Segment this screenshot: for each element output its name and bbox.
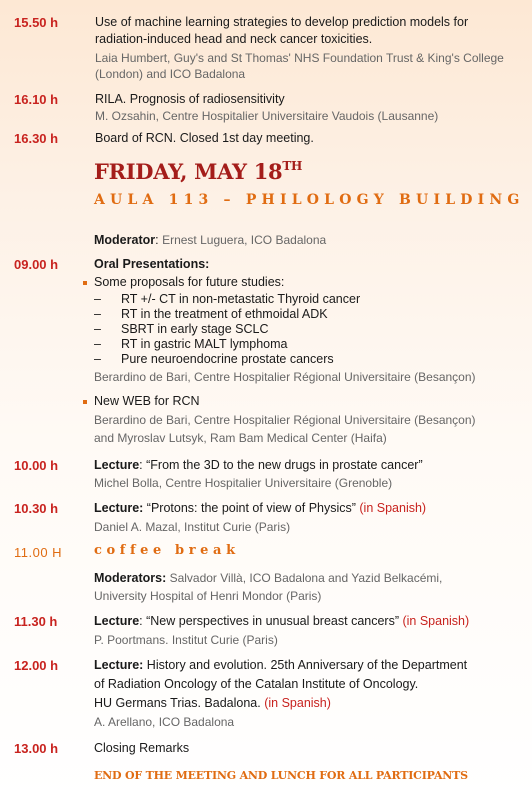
speaker-cont: (London) and ICO Badalona [95, 67, 246, 81]
venue-heading: AULA 113 – PHILOLOGY BUILDING [94, 192, 525, 208]
bullet-item: New WEB for RCN [94, 394, 200, 408]
bullet-icon [83, 400, 87, 404]
bullet-item: Some proposals for future studies: [94, 275, 285, 289]
time-1000: 10.00 h [14, 458, 59, 473]
speaker: M. Ozsahin, Centre Hospitalier Universitaire Vaudois (Lausanne) [95, 109, 439, 123]
time-1550: 15.50 h [14, 15, 59, 30]
time-1300: 13.00 h [14, 741, 59, 756]
lecture-title-cont: of Radiation Oncology of the Catalan Institute of Oncology. [94, 677, 419, 691]
lecture-title-cont: HU Germans Trias. Badalona. (in Spanish) [94, 696, 331, 710]
speaker: Berardino de Bari, Centre Hospitalier Régional Universitaire (Besançon) [94, 413, 476, 427]
bullet-icon [83, 281, 87, 285]
oral-heading: Oral Presentations: [94, 257, 210, 271]
time-1100: 11.00 H [14, 545, 63, 560]
time-1130: 11.30 h [14, 614, 58, 629]
speaker: A. Arellano, ICO Badalona [94, 715, 235, 729]
end-banner: END OF THE MEETING AND LUNCH FOR ALL PARTICIPANTS [94, 769, 468, 782]
time-1200: 12.00 h [14, 658, 59, 673]
time-1630: 16.30 h [14, 131, 59, 146]
lecture-title: Lecture: History and evolution. 25th Anniversary of the Department [94, 658, 468, 672]
speaker: P. Poortmans. Institut Curie (Paris) [94, 633, 278, 647]
session-title: RILA. Prognosis of radiosensitivity [95, 92, 285, 106]
session-title-cont: radiation-induced head and neck cancer toxicities. [95, 32, 373, 46]
speaker: Berardino de Bari, Centre Hospitalier Régional Universitaire (Besançon) [94, 370, 476, 384]
day-heading: FRIDAY, MAY 18TH [94, 159, 303, 184]
moderator-line: Moderator: Ernest Luguera, ICO Badalona [94, 233, 327, 247]
time-0900: 09.00 h [14, 257, 59, 272]
lecture-title: Lecture: “Protons: the point of view of Physics” (in Spanish) [94, 501, 427, 515]
moderator-cont: University Hospital of Henri Mondor (Paris) [94, 589, 322, 603]
speaker: Michel Bolla, Centre Hospitalier Universitaire (Grenoble) [94, 476, 393, 490]
list-item: – RT +/- CT in non-metastatic Thyroid cancer [94, 292, 361, 306]
list-item: – Pure neuroendocrine prostate cancers [94, 352, 334, 366]
session-title: Board of RCN. Closed 1st day meeting. [95, 131, 314, 145]
speaker: Laia Humbert, Guy's and St Thomas' NHS Foundation Trust & King's College [95, 51, 504, 65]
closing-remarks: Closing Remarks [94, 741, 190, 755]
session-title: Use of machine learning strategies to develop prediction models for [95, 15, 469, 29]
studies-list [94, 292, 360, 367]
lecture-title: Lecture: “New perspectives in unusual breast cancers” (in Spanish) [94, 614, 470, 628]
list-item: – RT in the treatment of ethmoidal ADK [94, 307, 328, 321]
lecture-title: Lecture: “From the 3D to the new drugs in prostate cancer” [94, 458, 423, 472]
list-item: – RT in gastric MALT lymphoma [94, 337, 288, 351]
time-1610: 16.10 h [14, 92, 59, 107]
moderator-line: Moderators: Salvador Villà, ICO Badalona and Yazid Belkacémi, [94, 571, 443, 585]
speaker: Daniel A. Mazal, Institut Curie (Paris) [94, 520, 291, 534]
coffee-break: coffee break [94, 543, 240, 558]
list-item: – SBRT in early stage SCLC [94, 322, 269, 336]
time-1030: 10.30 h [14, 501, 59, 516]
speaker-cont: and Myroslav Lutsyk, Ram Bam Medical Center (Haifa) [94, 431, 387, 445]
